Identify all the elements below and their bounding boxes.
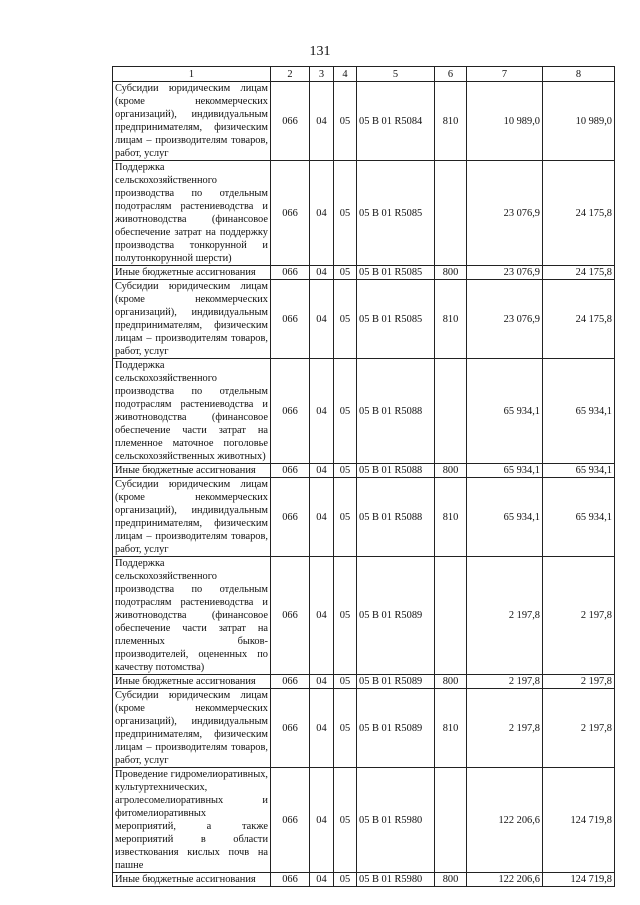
table-row — [113, 359, 615, 464]
row-amount-year1-cell: 23 076,9 — [467, 280, 543, 359]
row-amount-year1-cell: 23 076,9 — [467, 266, 543, 280]
row-amount-year2-cell: 10 989,0 — [543, 82, 615, 161]
row-amount-year2-cell: 65 934,1 — [543, 464, 615, 478]
row-target-article-cell: 05 B 01 R5089 — [357, 675, 435, 689]
row-amount-year2-cell: 65 934,1 — [543, 359, 615, 464]
row-expense-type-cell — [435, 161, 467, 266]
row-target-article-cell: 05 B 01 R5084 — [357, 82, 435, 161]
row-subsection-cell: 05 — [334, 768, 357, 873]
row-target-article-cell: 05 B 01 R5085 — [357, 161, 435, 266]
budget-table — [112, 66, 615, 887]
row-subsection-cell: 05 — [334, 82, 357, 161]
row-amount-year2-cell: 2 197,8 — [543, 557, 615, 675]
row-subsection-cell: 05 — [334, 280, 357, 359]
row-name-cell: Субсидии юридическим лицам (кроме некоммерческих организаций), индивидуальным предпринимателям, физическим лицам – производителям товаров, работ, услуг — [113, 280, 271, 359]
header-cell: 6 — [435, 67, 467, 82]
row-expense-type-cell — [435, 359, 467, 464]
table-row — [113, 82, 615, 161]
row-expense-type-cell: 800 — [435, 873, 467, 887]
row-expense-type-cell: 800 — [435, 464, 467, 478]
row-section-cell: 04 — [310, 478, 334, 557]
row-section-cell: 04 — [310, 689, 334, 768]
row-subsection-cell: 05 — [334, 873, 357, 887]
table-row — [113, 557, 615, 675]
row-amount-year2-cell: 124 719,8 — [543, 873, 615, 887]
row-expense-type-cell — [435, 768, 467, 873]
table-row — [113, 478, 615, 557]
row-name-cell: Иные бюджетные ассигнования — [113, 464, 271, 478]
header-cell: 5 — [357, 67, 435, 82]
table-header — [113, 67, 615, 82]
row-section-cell: 04 — [310, 675, 334, 689]
row-admin-code-cell: 066 — [271, 359, 310, 464]
row-name-cell: Поддержка сельскохозяйственного производства по отдельным подотраслям растениеводства и животноводства (финансовое обеспечение затрат на поддержку производства тонкорунной и полутонкорунной шерсти) — [113, 161, 271, 266]
row-subsection-cell: 05 — [334, 359, 357, 464]
row-section-cell: 04 — [310, 82, 334, 161]
row-amount-year1-cell: 23 076,9 — [467, 161, 543, 266]
row-subsection-cell: 05 — [334, 478, 357, 557]
row-name-cell: Субсидии юридическим лицам (кроме некоммерческих организаций), индивидуальным предпринимателям, физическим лицам – производителям товаров, работ, услуг — [113, 478, 271, 557]
row-target-article-cell: 05 B 01 R5088 — [357, 359, 435, 464]
row-name-cell: Поддержка сельскохозяйственного производства по отдельным подотраслям растениеводства и животноводства (финансовое обеспечение части затрат на племенное маточное поголовье сельскохозяйственных животных) — [113, 359, 271, 464]
row-name-cell: Поддержка сельскохозяйственного производства по отдельным подотраслям растениеводства и животноводства (финансовое обеспечение части затрат на племенных быков-производителей, оцененных по качеству потомства) — [113, 557, 271, 675]
row-subsection-cell: 05 — [334, 266, 357, 280]
row-admin-code-cell: 066 — [271, 280, 310, 359]
row-amount-year2-cell: 24 175,8 — [543, 266, 615, 280]
row-amount-year1-cell: 122 206,6 — [467, 873, 543, 887]
row-target-article-cell: 05 B 01 R5085 — [357, 280, 435, 359]
table-row — [113, 464, 615, 478]
header-cell: 1 — [113, 67, 271, 82]
row-amount-year2-cell: 24 175,8 — [543, 161, 615, 266]
row-admin-code-cell: 066 — [271, 464, 310, 478]
row-admin-code-cell: 066 — [271, 478, 310, 557]
row-section-cell: 04 — [310, 464, 334, 478]
table-body — [113, 82, 615, 887]
row-subsection-cell: 05 — [334, 161, 357, 266]
row-name-cell: Иные бюджетные ассигнования — [113, 873, 271, 887]
table-row — [113, 161, 615, 266]
row-subsection-cell: 05 — [334, 464, 357, 478]
row-subsection-cell: 05 — [334, 675, 357, 689]
table-row — [113, 689, 615, 768]
row-expense-type-cell: 810 — [435, 478, 467, 557]
row-section-cell: 04 — [310, 873, 334, 887]
row-amount-year2-cell: 124 719,8 — [543, 768, 615, 873]
header-cell: 4 — [334, 67, 357, 82]
row-name-cell: Субсидии юридическим лицам (кроме некоммерческих организаций), индивидуальным предпринимателям, физическим лицам – производителям товаров, работ, услуг — [113, 689, 271, 768]
row-amount-year2-cell: 24 175,8 — [543, 280, 615, 359]
row-name-cell: Иные бюджетные ассигнования — [113, 675, 271, 689]
row-amount-year2-cell: 65 934,1 — [543, 478, 615, 557]
header-cell: 7 — [467, 67, 543, 82]
row-target-article-cell: 05 B 01 R5088 — [357, 464, 435, 478]
row-admin-code-cell: 066 — [271, 266, 310, 280]
row-amount-year1-cell: 65 934,1 — [467, 359, 543, 464]
header-row — [113, 67, 615, 82]
table-row — [113, 675, 615, 689]
row-admin-code-cell: 066 — [271, 873, 310, 887]
row-target-article-cell: 05 B 01 R5085 — [357, 266, 435, 280]
row-amount-year1-cell: 10 989,0 — [467, 82, 543, 161]
row-name-cell: Иные бюджетные ассигнования — [113, 266, 271, 280]
row-section-cell: 04 — [310, 557, 334, 675]
row-amount-year1-cell: 2 197,8 — [467, 557, 543, 675]
page-number: 131 — [309, 44, 331, 59]
row-target-article-cell: 05 B 01 R5980 — [357, 768, 435, 873]
row-expense-type-cell: 800 — [435, 266, 467, 280]
row-subsection-cell: 05 — [334, 689, 357, 768]
row-amount-year2-cell: 2 197,8 — [543, 675, 615, 689]
row-amount-year1-cell: 122 206,6 — [467, 768, 543, 873]
row-target-article-cell: 05 B 01 R5980 — [357, 873, 435, 887]
row-section-cell: 04 — [310, 768, 334, 873]
row-name-cell: Проведение гидромелиоративных, культуртехнических, агролесомелиоративных и фитомелиоративных мероприятий, а также мероприятий в области известкования кислых почв на пашне — [113, 768, 271, 873]
row-amount-year2-cell: 2 197,8 — [543, 689, 615, 768]
row-target-article-cell: 05 B 01 R5088 — [357, 478, 435, 557]
row-admin-code-cell: 066 — [271, 161, 310, 266]
row-expense-type-cell: 800 — [435, 675, 467, 689]
row-amount-year1-cell: 65 934,1 — [467, 464, 543, 478]
row-admin-code-cell: 066 — [271, 82, 310, 161]
table-row — [113, 266, 615, 280]
row-admin-code-cell: 066 — [271, 689, 310, 768]
header-cell: 8 — [543, 67, 615, 82]
table-row — [113, 280, 615, 359]
row-admin-code-cell: 066 — [271, 675, 310, 689]
row-target-article-cell: 05 B 01 R5089 — [357, 557, 435, 675]
row-section-cell: 04 — [310, 359, 334, 464]
row-target-article-cell: 05 B 01 R5089 — [357, 689, 435, 768]
row-expense-type-cell — [435, 557, 467, 675]
table-row — [113, 873, 615, 887]
table-row — [113, 768, 615, 873]
row-subsection-cell: 05 — [334, 557, 357, 675]
row-section-cell: 04 — [310, 161, 334, 266]
row-name-cell: Субсидии юридическим лицам (кроме некоммерческих организаций), индивидуальным предпринимателям, физическим лицам – производителям товаров, работ, услуг — [113, 82, 271, 161]
row-admin-code-cell: 066 — [271, 768, 310, 873]
row-section-cell: 04 — [310, 280, 334, 359]
row-amount-year1-cell: 65 934,1 — [467, 478, 543, 557]
row-amount-year1-cell: 2 197,8 — [467, 689, 543, 768]
row-section-cell: 04 — [310, 266, 334, 280]
row-admin-code-cell: 066 — [271, 557, 310, 675]
row-amount-year1-cell: 2 197,8 — [467, 675, 543, 689]
row-expense-type-cell: 810 — [435, 82, 467, 161]
header-cell: 2 — [271, 67, 310, 82]
row-expense-type-cell: 810 — [435, 689, 467, 768]
row-expense-type-cell: 810 — [435, 280, 467, 359]
header-cell: 3 — [310, 67, 334, 82]
